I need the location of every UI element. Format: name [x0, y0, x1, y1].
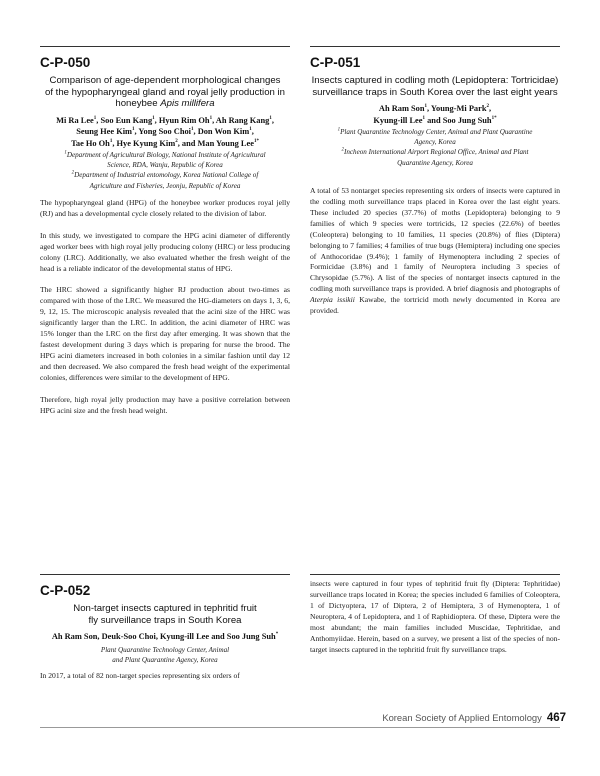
abstract-body — [310, 186, 560, 317]
abstract-title: Comparison of age-dependent morphological changes of the hypopharyngeal gland and royal jelly production in honeybee Apis millifera — [44, 75, 285, 110]
paragraph: In this study, we investigated to compare the HPG acini diameter of differently aged worker bees with high royal jelly producing colony (HRC) or less producing colony (LRC). Additionally, we also evaluated whether the fresh weight of the head is a reliable indicator of the developmental status of HPG. — [40, 230, 290, 273]
abstract-c-p-052 — [40, 574, 290, 682]
paragraph: insects were captured in four types of tephritid fruit fly (Diptera: Tephritidae) surveillance traps located in Korea; the species included 6 families of Coleoptera, 1 of Dictyoptera, 17 of Diptera, 2 of Hemiptera, 3 of Hymenoptera, 1 of Neuroptera, 4 of Lepidoptera, and 1 of Raphidioptera. Of these, Diptera were the most abundant; the main families included Muscidae, Tephritidae, and Anthomyiidae. Herein, based on a survey, we present a list of the species of non-target insects captured in the tephritid fruit fly surveillance traps. — [310, 579, 560, 654]
footer-rule — [40, 727, 560, 728]
abstract-body — [310, 579, 560, 656]
author-list: Mi Ra Lee$^1$, Soo Eun Kang$^1$, Hyun Rim Oh$^1$, Ah Rang Kang$^1$, Seung Hee Kim$^1$, Yong Soo Choi$^1$, Don Won Kim$^1$, Tae Ho Oh$^1$, Hye Kyung Kim$^2$, and Man Young Lee$^{1*}$ — [56, 115, 274, 148]
abstract-code: C-P-051 — [310, 55, 361, 70]
affiliations: $^1$Department of Agricultural Biology, National Institute of Agricultural Science, RDA, Wanju, Republic of Korea $^2$Department of Industrial entomology, Korea National College of Agriculture and Fisheries, Jeonju, Republic of Korea — [64, 150, 266, 190]
abstract-title: Insects captured in codling moth (Lepidoptera: Tortricidae) surveillance traps in South Korea over the last eight years — [311, 75, 559, 98]
paragraph: The HRC showed a significantly higher RJ production about two-times as compared with those of the LRC. We measured the HG-diameters on days 1, 3, 6, 9, 12, 15. The microscopic analysis revealed that the acini size of the HRC was significantly larger than the LRC. In addition, the acini diameter of HRC was 15% longer than the LRC on the first day after emerging. It was shown that the fastest development during 3 days which is preparing for nurse the brood. The HPG acini diameters increased in both colonies in a similar fashion until day 12 and then decreased. We also compared the fresh head weight of the experimental colonies, differences were similar to the development of HPG. — [40, 285, 290, 383]
abstract-c-p-051 — [310, 46, 560, 317]
society-name: Korean Society of Applied Entomology — [382, 712, 542, 723]
section-rule — [310, 574, 560, 575]
abstract-title: Non-target insects captured in tephritid fruit fly surveillance traps in South Korea — [73, 603, 257, 626]
affiliations: $^1$Plant Quarantine Technology Center, Animal and Plant Quarantine Agency, Korea $^2$Incheon International Airport Regional Office, Animal and Plant Quarantine Agency, Korea — [337, 127, 533, 167]
affiliations: Plant Quarantine Technology Center, Animal and Plant Quarantine Agency, Korea — [100, 645, 230, 664]
paragraph: Therefore, high royal jelly production may have a positive correlation between HPG acini size and the fresh head weight. — [40, 394, 290, 415]
abstract-c-p-052-continued — [310, 574, 560, 656]
page-number: 467 — [546, 712, 566, 724]
page-footer — [382, 712, 566, 724]
abstract-code: C-P-050 — [40, 55, 91, 70]
paragraph: The hypopharyngeal gland (HPG) of the honeybee worker produces royal jelly (RJ) and has a developmental cycle closely related to the division of labor. — [40, 197, 290, 218]
author-list: Ah Ram Son$^1$, Young-Mi Park$^2$, Kyung-ill Lee$^1$ and Soo Jung Suh$^{1*}$ — [373, 104, 497, 125]
abstract-body — [40, 198, 290, 417]
section-rule — [310, 46, 560, 47]
section-rule — [40, 46, 290, 47]
abstract-body — [40, 671, 290, 682]
section-rule — [40, 574, 290, 575]
paragraph: In 2017, a total of 82 non-target species representing six orders of — [40, 671, 240, 680]
author-list: Ah Ram Son, Deuk-Soo Choi, Kyung-ill Lee and Soo Jung Suh* — [51, 632, 279, 642]
abstract-code: C-P-052 — [40, 583, 91, 598]
abstract-c-p-050 — [40, 46, 290, 417]
paragraph: A total of 53 nontarget species representing six orders of insects were captured in the codling moth surveillance traps placed in Korea over the last eight years. These included 20 species (37.7%) of moths (Lepidoptera) belonging to 9 families of which 9 species were tortricids, 12 species (22.6%) of beetles (Coleoptera) belonging to 10 families, 11 species (20.8%) of flies (Diptera) belonging to 7 families; 4 families of true bugs (Hemiptera) including one species of Anthocoridae (9.4%); 1 family of Hymenoptera including 2 species of Formicidae (3.8%) and 1 family of Neuroptera including 3 species of Chrysopidae (5.7%). A list of the species of nontarget insects captured in the codling moth surveillance traps is provided. A brief diagnosis and photographs of Aterpia issikii Kawabe, the tortricid moth newly documented in Korea are provided. — [310, 185, 560, 316]
species-name: Apis millifera — [160, 98, 215, 110]
